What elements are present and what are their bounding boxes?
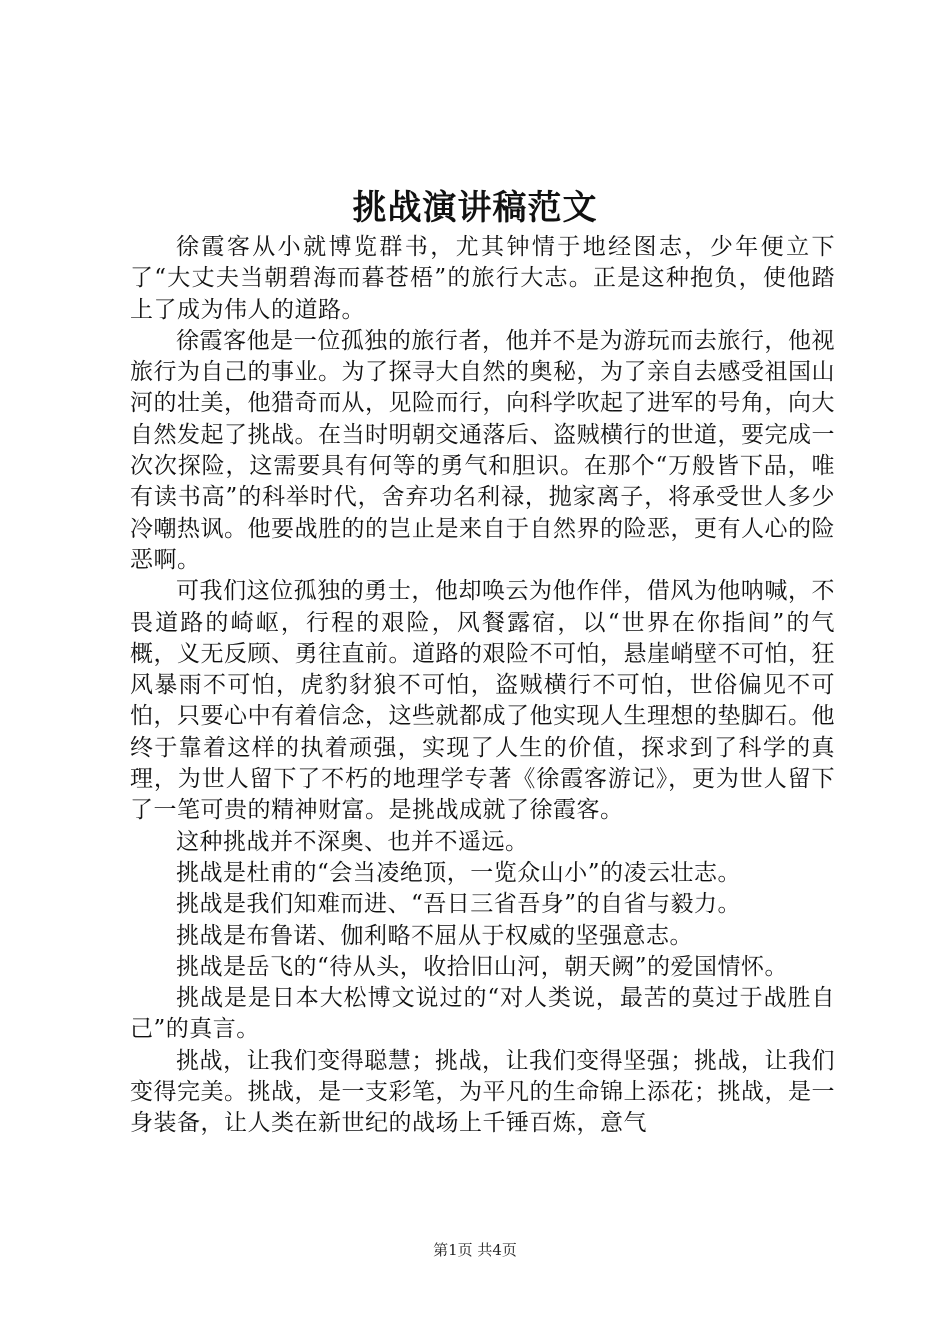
paragraph: 挑战是岳飞的“待从头，收拾旧山河，朝天阙”的爱国情怀。: [176, 953, 789, 980]
paragraph: 徐霞客从小就博览群书，尤其钟情于地经图志，少年便立下了“大丈夫当朝碧海而暮苍梧”的旅行大志。正是这种抱负，使他踏上了成为伟人的道路。: [130, 234, 835, 323]
document-body: [130, 232, 835, 1140]
document-title: 挑战演讲稿范文: [352, 188, 598, 228]
paragraph: 挑战是我们知难而进、“吾日三省吾身”的自省与毅力。: [176, 891, 742, 918]
paragraph: 挑战是杜甫的“会当凌绝顶，一览众山小”的凌云壮志。: [176, 859, 742, 886]
paragraph: 这种挑战并不深奥、也并不遥远。: [176, 828, 529, 855]
paragraph: 挑战是是日本大松博文说过的“对人类说，最苦的莫过于战胜自己”的真言。: [130, 985, 835, 1043]
page-number-footer: 第1页 共4页: [433, 1241, 517, 1259]
paragraph: 挑战，让我们变得聪慧；挑战，让我们变得坚强；挑战，让我们变得完美。挑战，是一支彩笔，为平凡的生命锦上添花；挑战，是一身装备，让人类在新世纪的战场上千锤百炼，意气: [130, 1047, 835, 1137]
paragraph: 可我们这位孤独的勇士，他却唤云为他作伴，借风为他呐喊，不畏道路的崎岖，行程的艰险，风餐露宿，以“世界在你指间”的气概，义无反顾、勇往直前。道路的艰险不可怕，悬崖峭壁不可怕，狂风暴雨不可怕，虎豹豺狼不可怕，盗贼横行不可怕，世俗偏见不可怕，只要心中有着信念，这些就都成了他实现人生理想的垫脚石。他终于靠着这样的执着顽强，实现了人生的价值，探求到了科学的真理，为世人留下了不朽的地理学专著《徐霞客游记》，更为世人留下了一笔可贵的精神财富。是挑战成就了徐霞客。: [130, 578, 835, 824]
paragraph: 徐霞客他是一位孤独的旅行者，他并不是为游玩而去旅行，他视旅行为自己的事业。为了探寻大自然的奥秘，为了亲自去感受祖国山河的壮美，他猎奇而从，见险而行，向科学吹起了进军的号角，向大自然发起了挑战。在当时明朝交通落后、盗贼横行的世道，要完成一次次探险，这需要具有何等的勇气和胆识。在那个“万般皆下品，唯有读书高”的科举时代，舍弃功名利禄，抛家离子，将承受世人多少冷嘲热讽。他要战胜的的岂止是来自于自然界的险恶，更有人心的险恶啊。: [130, 327, 835, 573]
paragraph: 挑战是布鲁诺、伽利略不屈从于权威的坚强意志。: [176, 922, 693, 949]
